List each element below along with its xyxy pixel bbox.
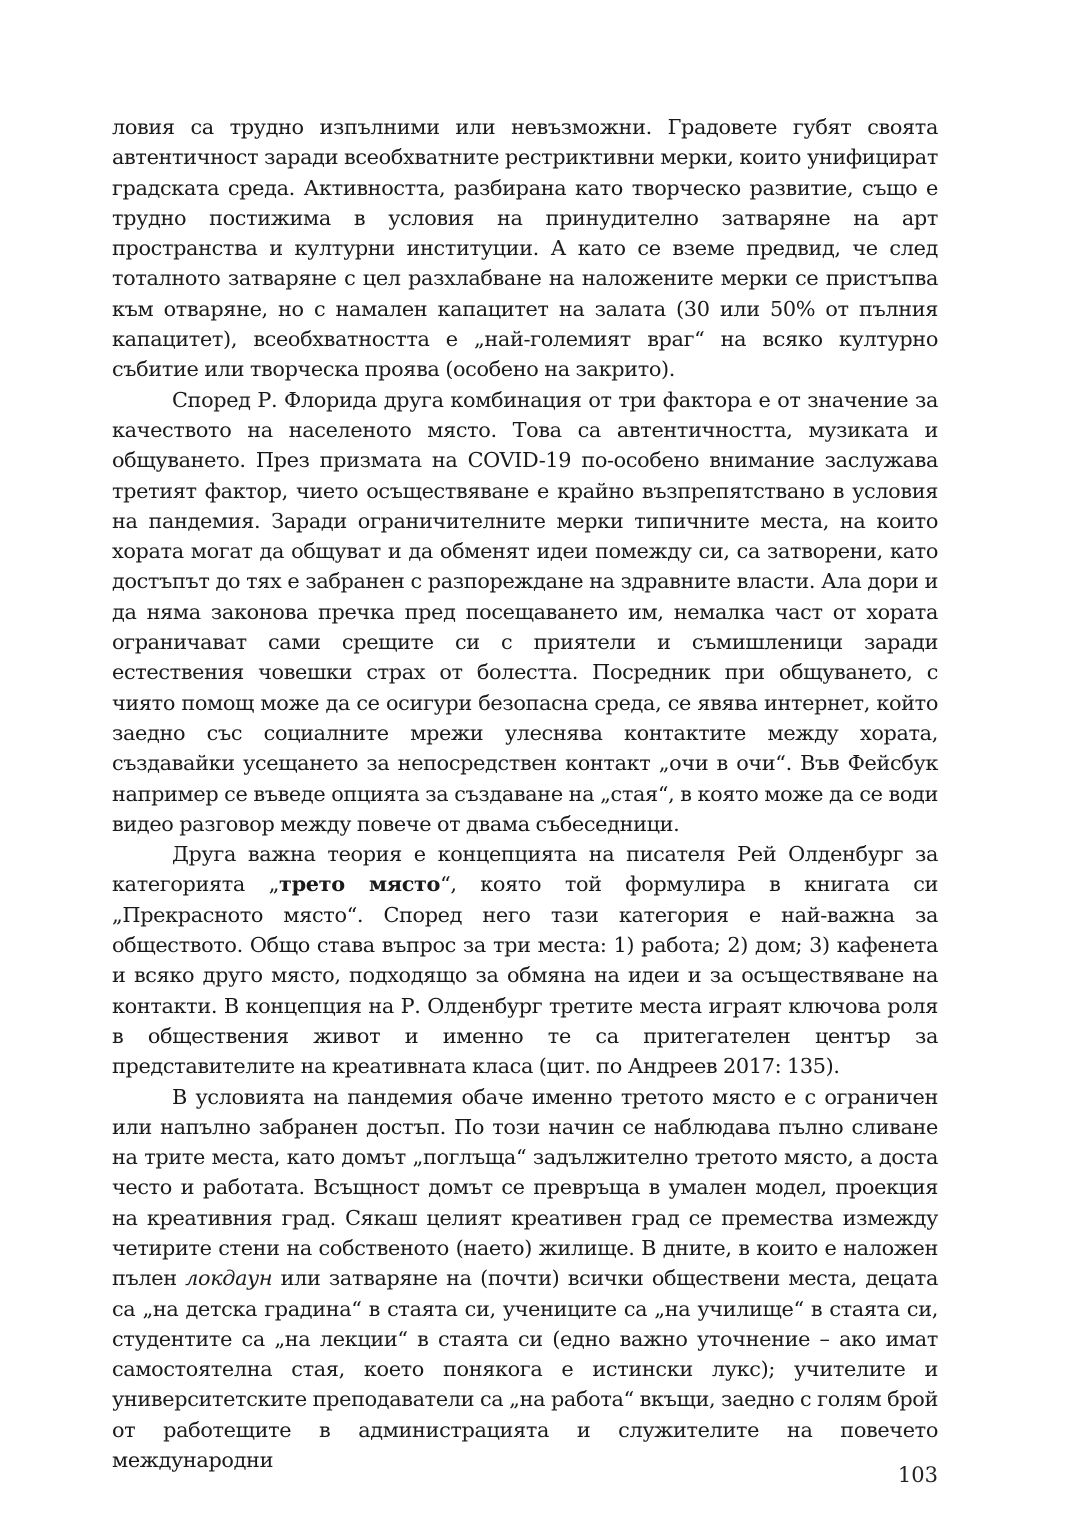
paragraph-4 bbox=[112, 1082, 938, 1476]
paragraph-1 bbox=[112, 112, 938, 385]
term-lockdown: локдаун bbox=[185, 1266, 273, 1291]
page-number: 103 bbox=[897, 1463, 938, 1487]
term-third-place: трето място bbox=[279, 871, 441, 897]
paragraph-3-text-a: Друга важна теория е концепцията на писателя Рей Олденбург за категорията „ bbox=[112, 842, 938, 897]
paragraph-3-text-b: “, която той формулира в книгата си „Прекрасното място“. Според него тази категория е най-важна за обществото. Общо става въпрос за три места: 1) работа; 2) дом; 3) кафенета и всяко друго място, подходящо за обмяна на идеи и за осъществяване на контакти. В концепция на Р. Олденбург третите места играят ключова роля в обществения живот и именно те са притегателен център за представителите на креативната класа (цит. по Андреев 2017: 135). bbox=[112, 872, 938, 1079]
paragraph-4-text-b: или затваряне на (почти) всички обществени места, децата са „на детска градина“ в стаята си, учениците са „на училище“ в стаята си, студентите са „на лекции“ в стаята си (едно важно уточнение – ако имат самостоятелна стая, което понякога е истински лукс); учителите и университетските преподаватели са „на работа“ вкъщи, заедно с голям брой от работещите в администрацията и служителите на повечето международни bbox=[112, 1266, 939, 1473]
page-body bbox=[112, 112, 938, 1475]
paragraph-1-text: ловия са трудно изпълними или невъзможни. Градовете губят своята автентичност заради всеобхватните рестриктивни мерки, които унифицират градската среда. Активността, разбирана като творческо развитие, също е трудно постижима в условия на принудително затваряне на арт пространства и културни институции. А като се вземе предвид, че след тоталното затваряне с цел разхлабване на наложените мерки се пристъпва към отваряне, но с намален капацитет на залата (30 или 50% от пълния капацитет), всеобхватността е „най-големият враг“ на всяко културно събитие или творческа проява (особено на закрито). bbox=[112, 115, 938, 382]
paragraph-3 bbox=[112, 839, 938, 1081]
paragraph-2-text: Според Р. Флорида друга комбинация от три фактора е от значение за качеството на населеното място. Това са автентичността, музиката и общуването. През призмата на COVID-19 по-особено внимание заслужава третият фактор, чието осъществяване е крайно възпрепятствано в условия на пандемия. Заради ограничителните мерки типичните места, на които хората могат да общуват и да обменят идеи помежду си, са затворени, като достъпът до тях е забранен с разпореждане на здравните власти. Ала дори и да няма законова пречка пред посещаването им, немалка част от хората ограничават сами срещите си с приятели и съмишленици заради естествения човешки страх от болестта. Посредник при общуването, с чиято помощ може да се осигури безопасна среда, се явява интернет, който заедно със социалните мрежи улеснява контактите между хората, създавайки усещането за непосредствен контакт „очи в очи“. Във Фейсбук например се въведе опцията за създаване на „стая“, в която може да се води видео разговор между повече от двама събеседници. bbox=[112, 387, 938, 836]
paragraph-2 bbox=[112, 385, 938, 839]
paragraph-4-text-a: В условията на пандемия обаче именно третото място е с ограничен или напълно забранен достъп. По този начин се наблюдава пълно сливане на трите места, като домът „поглъща“ задължително третото място, а доста често и работата. Всъщност домът се превръща в умален модел, проекция на креативния град. Сякаш целият креативен град се премества измежду четирите стени на собственото (наето) жилище. В дните, в които е наложен пълен bbox=[112, 1084, 938, 1291]
